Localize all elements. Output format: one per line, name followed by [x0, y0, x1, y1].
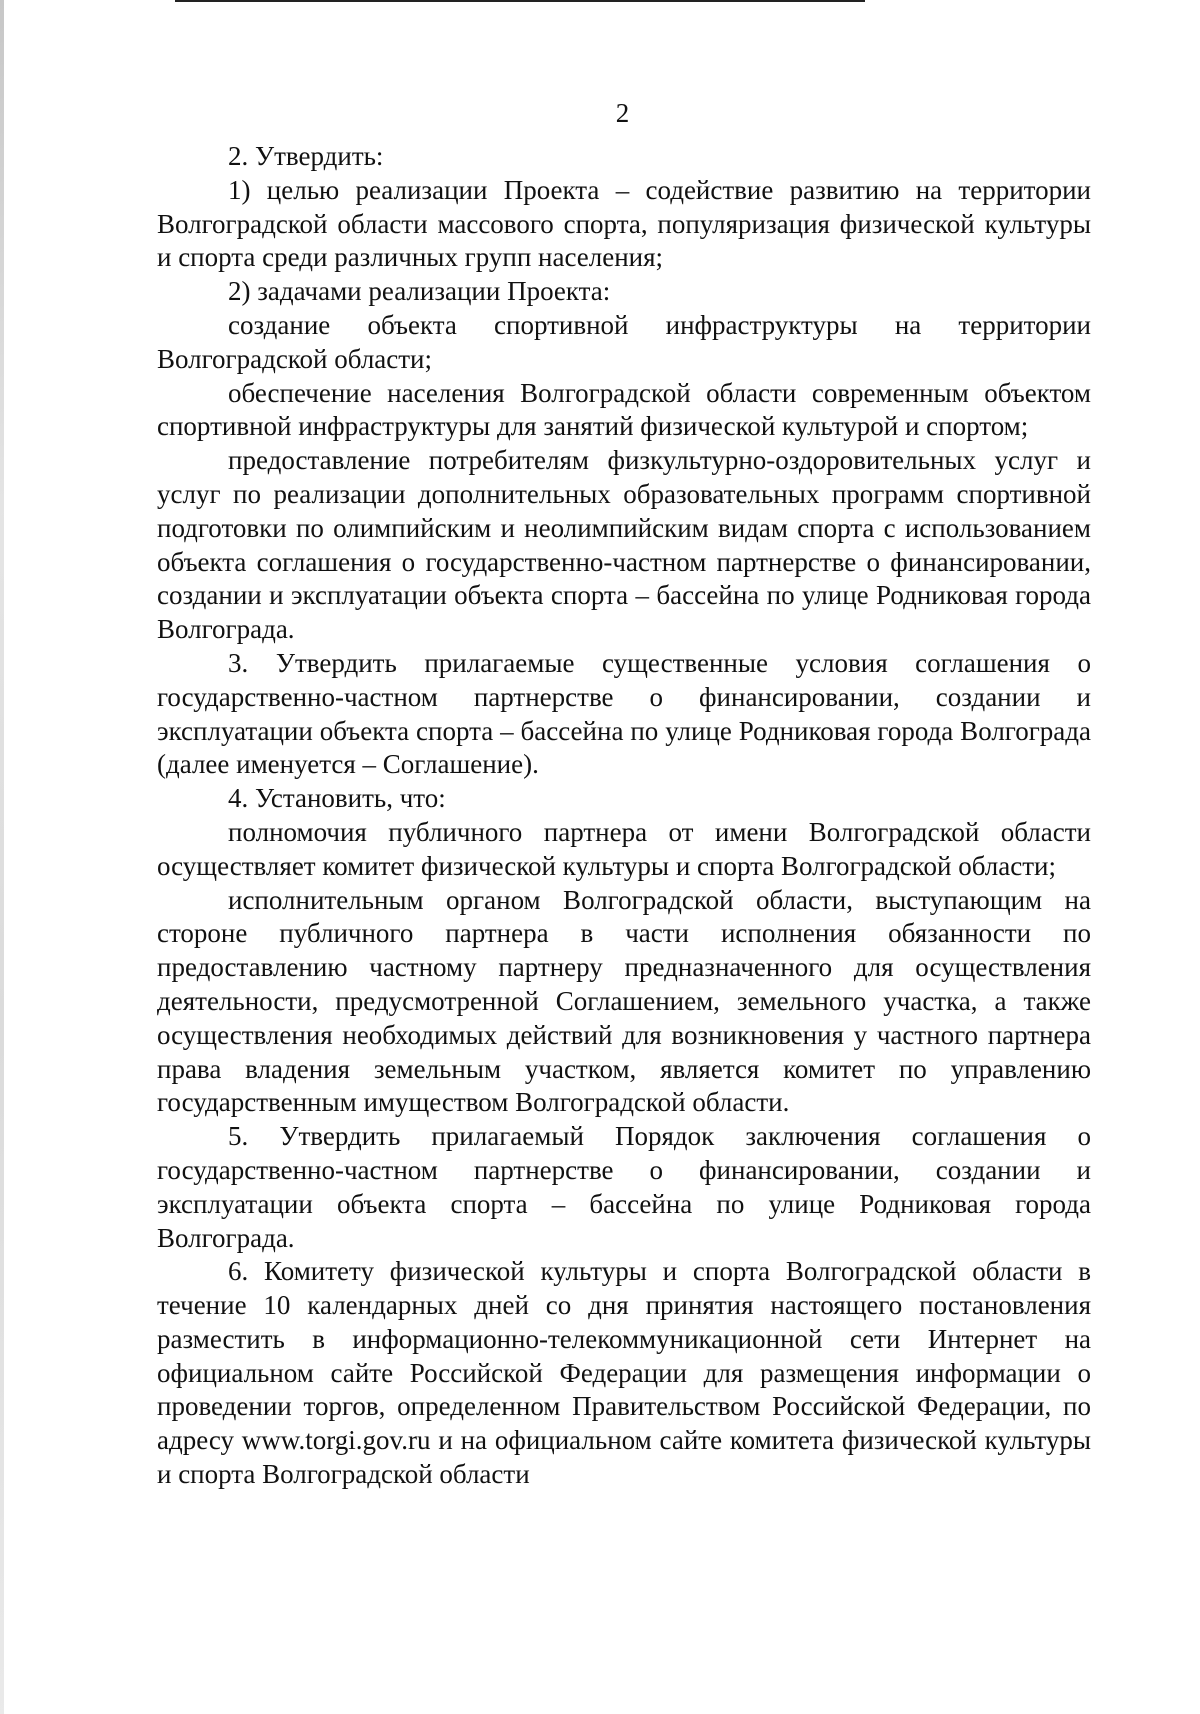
paragraph: 5. Утвердить прилагаемый Порядок заключения соглашения о государственно-частном партнерстве о финансировании, создании и эксплуатации объекта спорта – бассейна по улице Родниковая города Волгограда. [157, 1121, 1091, 1253]
paragraph: предоставление потребителям физкультурно-оздоровительных услуг и услуг по реализации дополнительных образовательных программ спортивной подготовки по олимпийским и неолимпийским видам спорта с использованием объекта соглашения о государственно-частном партнерстве о финансировании, создании и эксплуатации объекта спорта – бассейна по улице Родниковая города Волгограда. [157, 445, 1091, 645]
paragraph: 3. Утвердить прилагаемые существенные условия соглашения о государственно-частном партнерстве о финансировании, создании и эксплуатации объекта спорта – бассейна по улице Родниковая города Волгограда (далее именуется – Соглашение). [157, 647, 1091, 780]
paragraph: 2) задачами реализации Проекта: [228, 276, 611, 307]
paragraph: 2. Утвердить: [228, 141, 384, 171]
paragraph: 6. Комитету физической культуры и спорта Волгоградской области в течение 10 календарных дней со дня принятия настоящего постановления разместить в информационно-телекоммуникационной сети Интернет на официальном сайте Российской Федерации для размещения информации о проведении торгов, определенном Правительством Российской Федерации, по адресу www.torgi.gov.ru и на официальном сайте комитета физической культуры и спорта Волгоградской области [157, 1256, 1091, 1490]
document-body [157, 140, 1091, 1492]
paragraph: 1) целью реализации Проекта – содействие развитию на территории Волгоградской области массового спорта, популяризация физической культуры и спорта среди различных групп населения; [157, 174, 1091, 273]
paragraph: обеспечение населения Волгоградской области современным объектом спортивной инфраструктуры для занятий физической культурой и спортом; [157, 377, 1091, 442]
paragraph: 4. Установить, что: [228, 783, 446, 814]
page-number: 2 [615, 98, 630, 128]
paragraph: полномочия публичного партнера от имени Волгоградской области осуществляет комитет физической культуры и спорта Волгоградской области; [157, 816, 1091, 881]
paragraph: исполнительным органом Волгоградской области, выступающим на стороне публичного партнера в части исполнения обязанности по предоставлению частному партнеру предназначенного для осуществления деятельности, предусмотренной Соглашением, земельного участка, а также осуществления необходимых действий для возникновения у частного партнера права владения земельным участком, является комитет по управлению государственным имуществом Волгоградской области. [157, 884, 1091, 1118]
paragraph: создание объекта спортивной инфраструктуры на территории Волгоградской области; [157, 309, 1091, 374]
top-rule [175, 0, 865, 2]
scan-edge-shadow [0, 0, 4, 1714]
